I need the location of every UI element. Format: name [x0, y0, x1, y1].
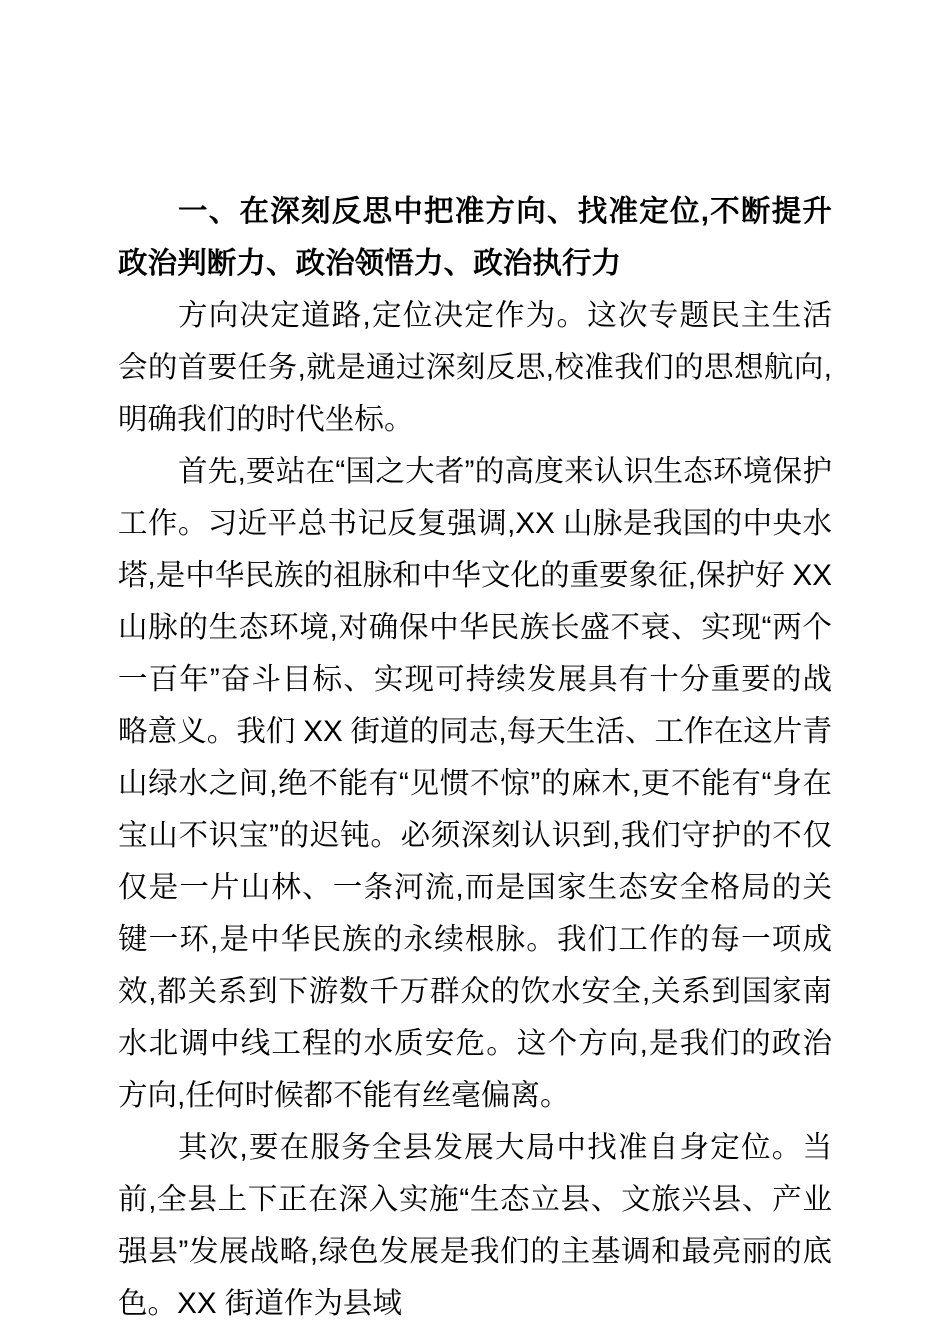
- document-body: [118, 186, 832, 1330]
- body-paragraph-3: 其次,要在服务全县发展大局中找准自身定位。当前,全县上下正在深入实施“生态立县、文旅兴县、产业强县”发展战略,绿色发展是我们的主基调和最亮丽的底色。XX 街道作为县域: [118, 1131, 832, 1320]
- body-paragraph-2: 首先,要站在“国之大者”的高度来认识生态环境保护工作。习近平总书记反复强调,XX 山脉是我国的中央水塔,是中华民族的祖脉和中华文化的重要象征,保护好 XX 山脉的生态环境,对确保中华民族长盛不衰、实现“两个一百年”奋斗目标、实现可持续发展具有十分重要的战略意义。我们 XX 街道的同志,每天生活、工作在这片青山绿水之间,绝不能有“见惯不惊”的麻木,更不能有“身在宝山不识宝”的迟钝。必须深刻认识到,我们守护的不仅仅是一片山林、一条河流,而是国家生态安全格局的关键一环,是中华民族的永续根脉。我们工作的每一项成效,都关系到下游数千万群众的饮水安全,关系到国家南水北调中线工程的水质安危。这个方向,是我们的政治方向,任何时候都不能有丝毫偏离。: [118, 455, 832, 1112]
- body-paragraph-1: 方向决定道路,定位决定作为。这次专题民主生活会的首要任务,就是通过深刻反思,校准我们的思想航向,明确我们的时代坐标。: [118, 299, 832, 436]
- section-heading: 一、在深刻反思中把准方向、找准定位,不断提升政治判断力、政治领悟力、政治执行力: [118, 195, 832, 280]
